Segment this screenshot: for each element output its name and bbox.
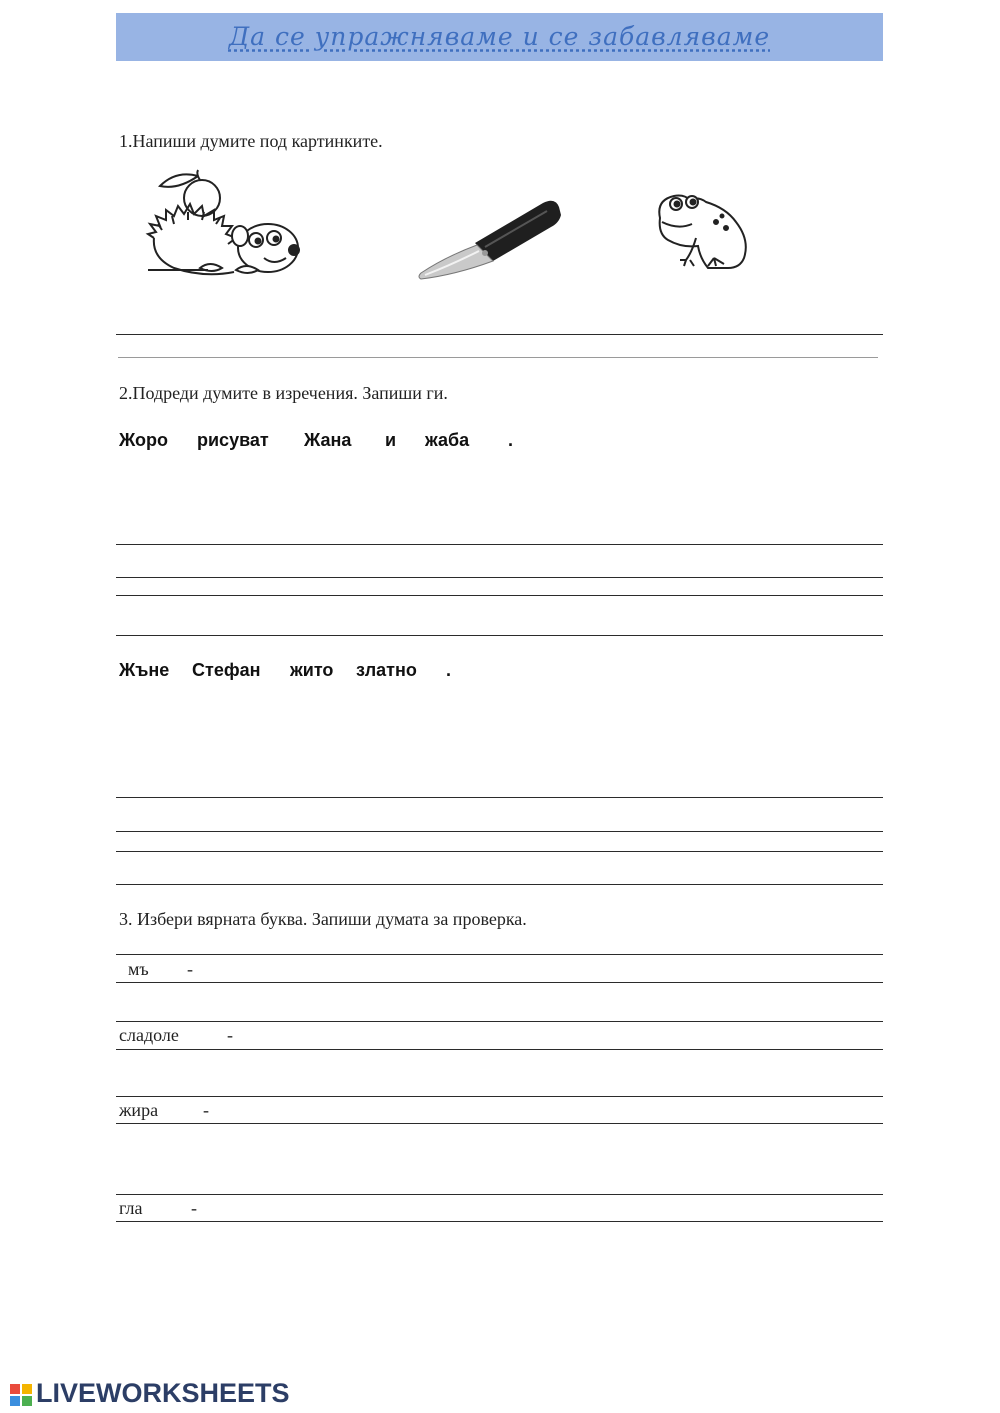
word-tile[interactable]: и [385,430,397,450]
word-item: жира [119,1100,159,1120]
knife-picture [415,195,565,285]
dash: - [227,1025,233,1045]
task3-instruction: 3. Избери вярната буква. Запиши думата за проверка. [119,909,527,929]
dash: - [203,1100,209,1120]
word-tile[interactable]: жито [290,660,334,680]
footer-brand[interactable]: LIVEWORKSHEETS [36,1378,290,1408]
frog-picture [652,188,757,273]
word-item: мъ [128,959,149,979]
word-item: сладоле [119,1025,179,1045]
dash: - [191,1198,197,1218]
word-tile[interactable]: Стефан [192,660,261,680]
answer-line[interactable] [116,1049,883,1050]
answer-line-guide [116,831,883,832]
word-tile[interactable]: . [446,660,452,680]
hedgehog-picture [140,168,310,283]
task1-instruction: 1.Напиши думите под картинките. [119,131,383,151]
answer-line-guide [116,635,883,636]
answer-line[interactable] [116,544,883,545]
answer-line-guide [118,357,878,358]
row-line [116,1021,883,1022]
answer-line[interactable] [116,1123,883,1124]
answer-line[interactable] [116,851,883,852]
word-tile[interactable]: . [508,430,514,450]
dash: - [187,959,193,979]
word-tile[interactable]: Жъне [119,660,170,680]
word-tile[interactable]: жаба [425,430,470,450]
answer-line[interactable] [116,595,883,596]
answer-line-guide [116,884,883,885]
answer-line[interactable] [116,1221,883,1222]
word-tile[interactable]: Жоро [119,430,169,450]
word-tile[interactable]: Жана [304,430,352,450]
row-line [116,1194,883,1195]
answer-line[interactable] [116,334,883,335]
answer-line[interactable] [116,797,883,798]
word-tile[interactable]: златно [356,660,417,680]
word-tile[interactable]: рисуват [197,430,269,450]
sentence1-words [119,430,879,454]
sentence2-words [119,660,879,684]
task2-instruction: 2.Подреди думите в изречения. Запиши ги. [119,383,448,403]
word-item: гла [119,1198,143,1218]
liveworksheets-logo-icon [10,1384,32,1406]
row-line [116,1096,883,1097]
answer-line-guide [116,577,883,578]
row-line [116,954,883,955]
answer-line[interactable] [116,982,883,983]
page-title: Да се упражняваме и се забавляваме [228,22,771,51]
